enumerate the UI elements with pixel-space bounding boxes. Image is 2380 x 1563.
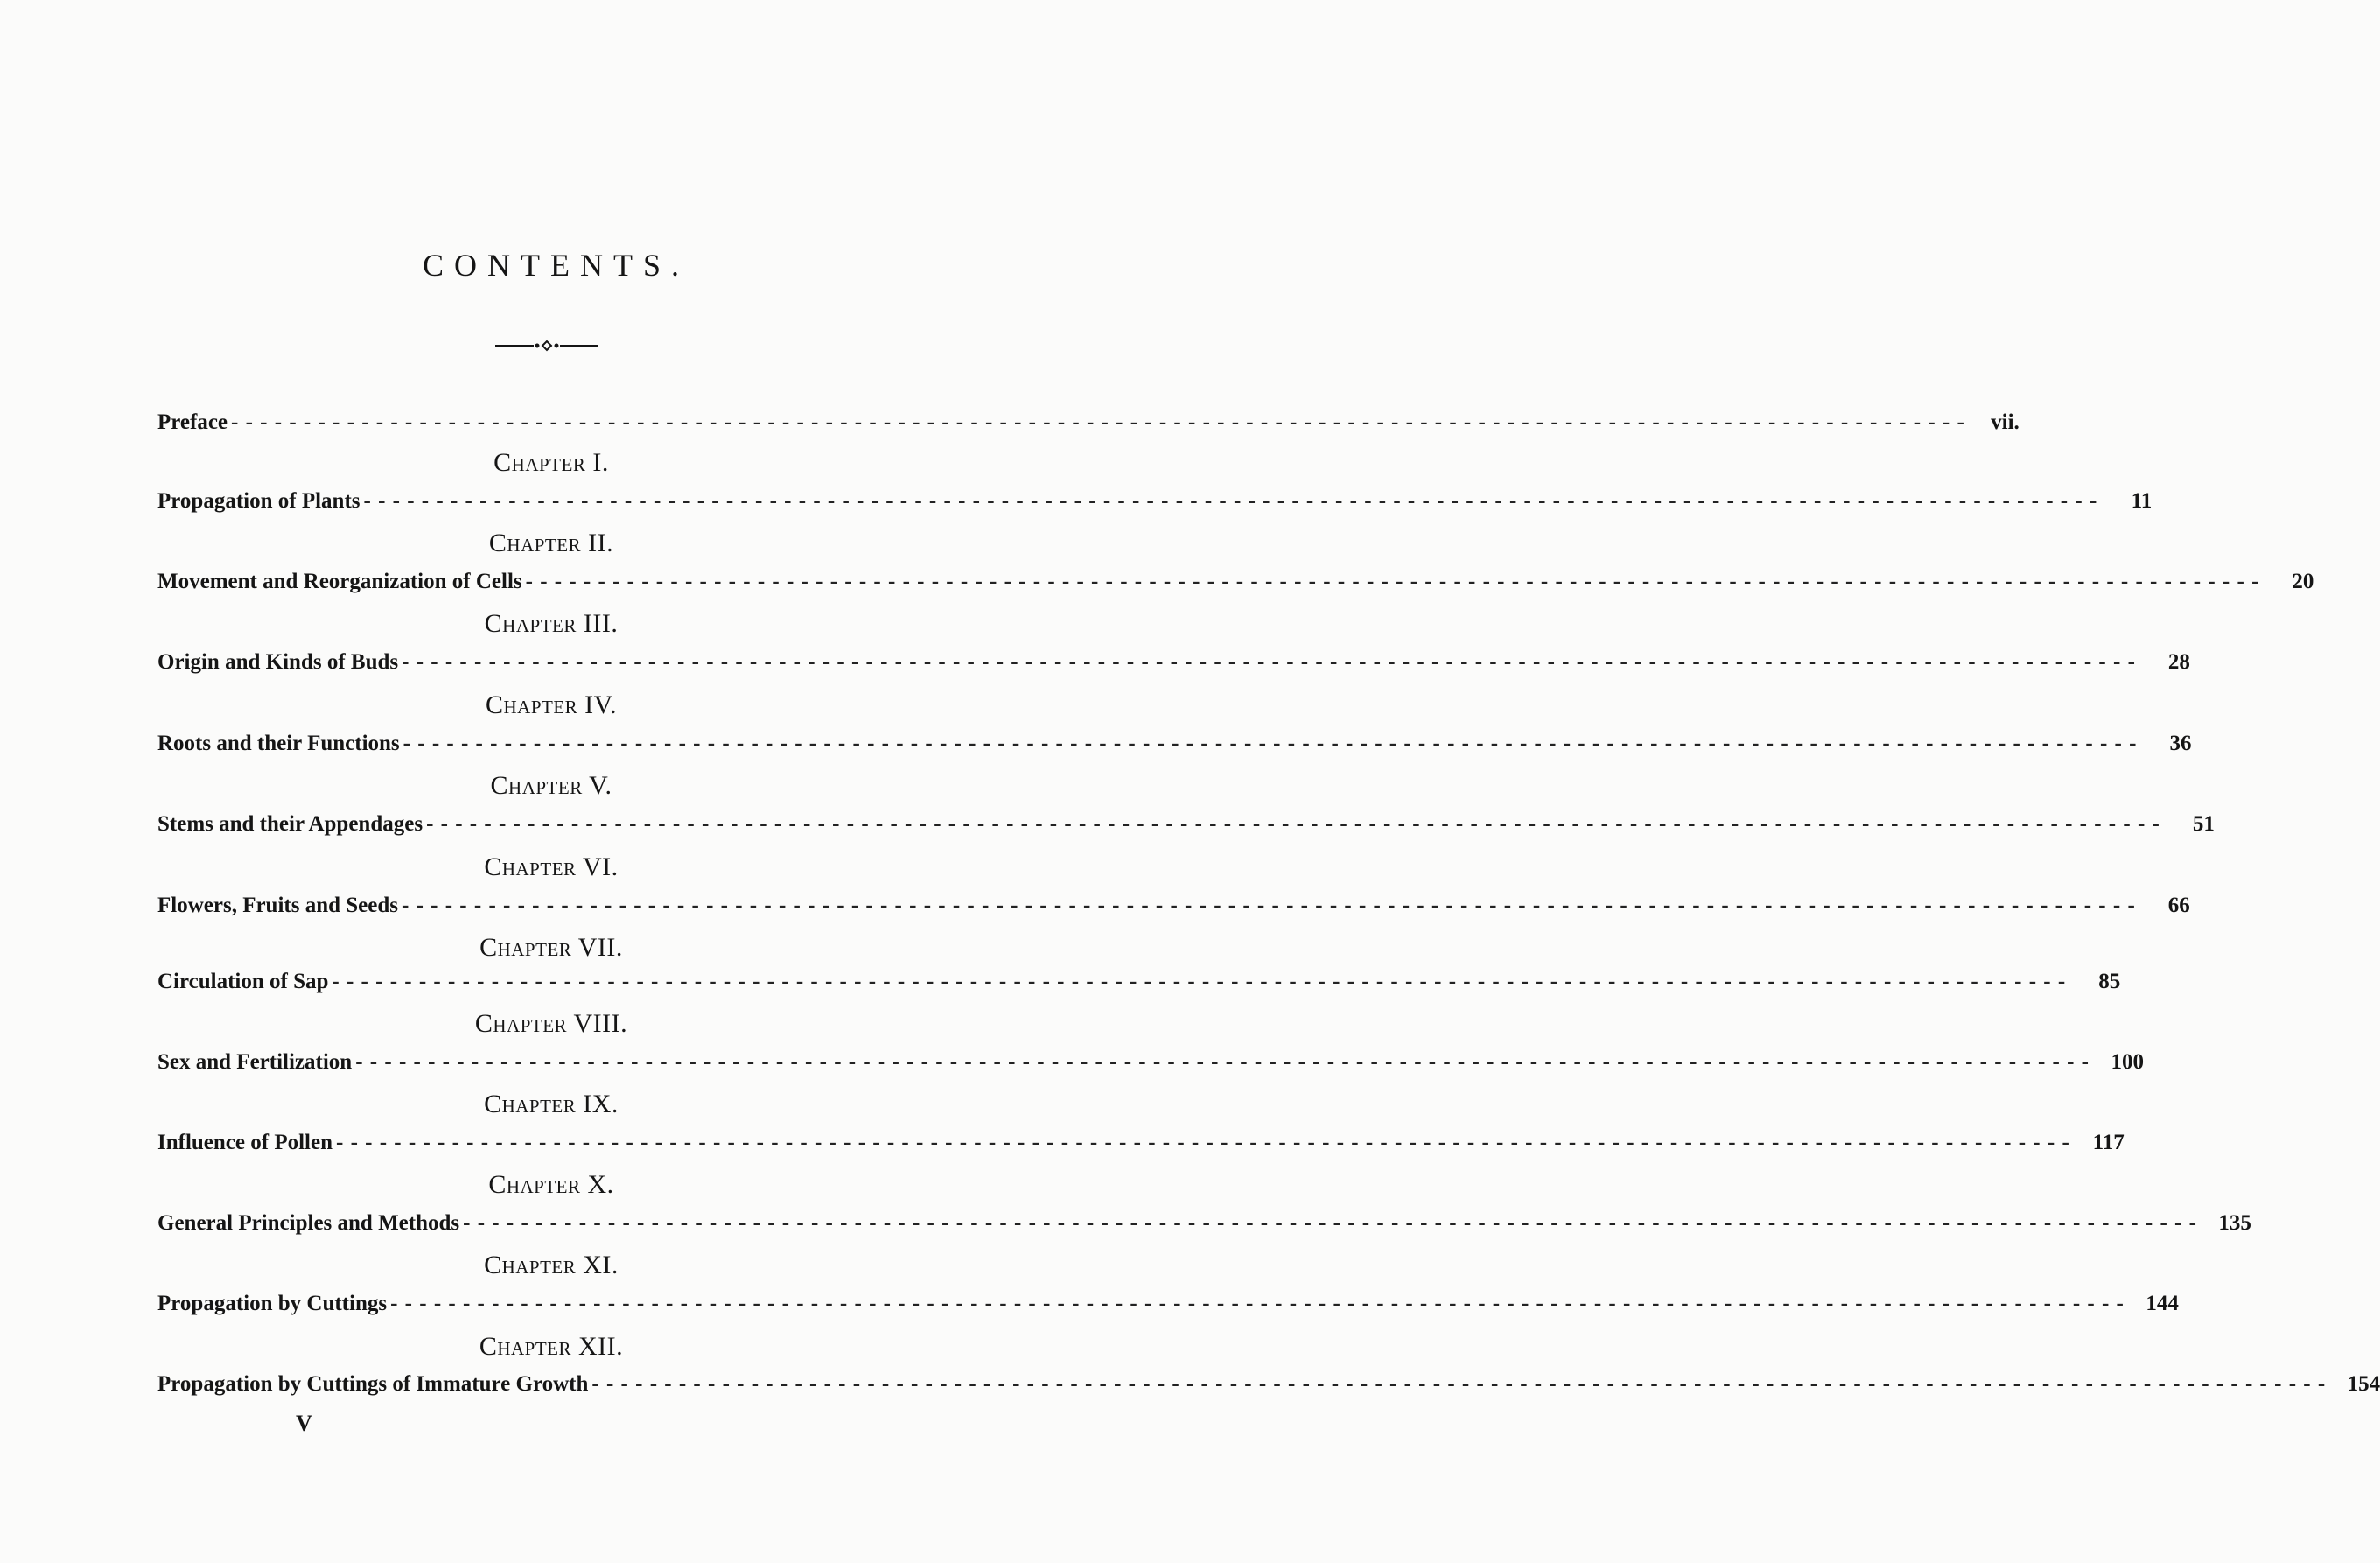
dot-leader: - - - - - - - - - - - - - - - - - - - - - - - - - - - - - - - - - - - - - - - - - - - - - - - - - - - - - - - - - - - - - - - - - - - - - - - - - - - - - - - - - - - - - - - - - - - - - - - - - - - - - - - - - - - - - - - - - - - - - - - - bbox=[390, 1292, 2124, 1315]
chapter-heading: Chapter X. bbox=[488, 1170, 614, 1199]
toc-entry-title: Stems and their Appendages bbox=[158, 812, 424, 836]
toc-entry bbox=[158, 1287, 2179, 1317]
toc-page-number: 117 bbox=[2092, 1131, 2124, 1154]
dot-leader: - - - - - - - - - - - - - - - - - - - - - - - - - - - - - - - - - - - - - - - - - - - - - - - - - - - - - - - - - - - - - - - - - - - - - - - - - - - - - - - - - - - - - - - - - - - - - - - - - - - - - - - - - - - - - - - - - - - - - - - - bbox=[426, 812, 2160, 836]
toc-page-number: 66 bbox=[2167, 894, 2190, 917]
toc-entry bbox=[158, 1126, 2124, 1156]
toc-entry-title: Roots and their Functions bbox=[158, 732, 400, 755]
chapter-heading: Chapter VIII. bbox=[474, 1009, 628, 1038]
toc-page-number: 36 bbox=[2169, 732, 2192, 755]
toc-page-number: 154 bbox=[2347, 1372, 2380, 1396]
toc-entry bbox=[158, 1046, 2144, 1076]
chapter-heading: Chapter V. bbox=[490, 771, 612, 800]
toc-page-number: 144 bbox=[2146, 1292, 2179, 1315]
toc-entry bbox=[158, 889, 2190, 919]
dot-leader: - - - - - - - - - - - - - - - - - - - - - - - - - - - - - - - - - - - - - - - - - - - - - - - - - - - - - - - - - - - - - - - - - - - - - - - - - - - - - - - - - - - - - - - - - - - - - - - - - - - - - - - - - - - - - - - - - - - - - - - - bbox=[402, 732, 2138, 755]
toc-entry bbox=[158, 965, 2121, 995]
toc-entry bbox=[158, 1207, 2251, 1237]
chapter-heading: Chapter IV. bbox=[486, 690, 617, 719]
toc-page-number: vii. bbox=[1991, 410, 2020, 434]
chapter-heading: Chapter II. bbox=[488, 529, 614, 557]
toc-entry-title: Sex and Fertilization bbox=[158, 1050, 353, 1074]
toc-page-number: 85 bbox=[2098, 970, 2121, 993]
toc-entry bbox=[158, 808, 2215, 838]
dot-leader: - - - - - - - - - - - - - - - - - - - - - - - - - - - - - - - - - - - - - - - - - - - - - - - - - - - - - - - - - - - - - - - - - - - - - - - - - - - - - - - - - - - - - - - - - - - - - - - - - - - - - - - - - - - - - - - - - - - - - - - - bbox=[363, 489, 2098, 513]
page-title: CONTENTS. bbox=[423, 248, 690, 283]
toc-entry bbox=[158, 1368, 2380, 1398]
dot-leader: - - - - - - - - - - - - - - - - - - - - - - - - - - - - - - - - - - - - - - - - - - - - - - - - - - - - - - - - - - - - - - - - - - - - - - - - - - - - - - - - - - - - - - - - - - - - - - - - - - - - - - - - - - - - - - - - - - - - - - - - bbox=[332, 970, 2067, 993]
chapter-heading: Chapter XII. bbox=[479, 1332, 624, 1361]
chapter-heading: Chapter I. bbox=[494, 448, 609, 477]
toc-entry bbox=[158, 485, 2152, 515]
toc-page-number: 20 bbox=[2292, 570, 2314, 593]
dot-leader: - - - - - - - - - - - - - - - - - - - - - - - - - - - - - - - - - - - - - - - - - - - - - - - - - - - - - - - - - - - - - - - - - - - - - - - - - - - - - - - - - - - - - - - - - - - - - - - - - - - - - - - - - - - - - - - - - - - - - - - - bbox=[402, 650, 2136, 674]
chapter-heading: Chapter IX. bbox=[484, 1090, 619, 1118]
toc-page-number: 11 bbox=[2131, 489, 2152, 513]
toc-entry-title: Movement and Reorganization of Cells bbox=[158, 570, 522, 593]
toc-page-number: 51 bbox=[2192, 812, 2215, 836]
toc-entry bbox=[158, 646, 2190, 676]
toc-entry-title: Circulation of Sap bbox=[158, 970, 329, 993]
chapter-heading: Chapter III. bbox=[484, 609, 619, 638]
toc-entry-title: Preface bbox=[158, 410, 228, 434]
toc-entry bbox=[158, 565, 2314, 595]
chapter-heading: Chapter VII. bbox=[480, 933, 623, 962]
toc-entry-title: Influence of Pollen bbox=[158, 1131, 332, 1154]
dot-leader: - - - - - - - - - - - - - - - - - - - - - - - - - - - - - - - - - - - - - - - - - - - - - - - - - - - - - - - - - - - - - - - - - - - - - - - - - - - - - - - - - - - - - - - - - - - - - - - - - - - - - - - - - - - - - - - - - - - - - - - - bbox=[336, 1131, 2070, 1154]
toc-entry-title: Propagation by Cuttings of Immature Growth bbox=[158, 1372, 589, 1396]
dot-leader: - - - - - - - - - - - - - - - - - - - - - - - - - - - - - - - - - - - - - - - - - - - - - - - - - - - - - - - - - - - - - - - - - - - - - - - - - - - - - - - - - - - - - - - - - - - - - - - - - - - - - - - - - - - - - - - - - - - - - - - - bbox=[525, 570, 2260, 593]
toc-entry-title: Propagation of Plants bbox=[158, 489, 360, 513]
chapter-heading: Chapter XI. bbox=[484, 1251, 619, 1279]
dot-leader: - - - - - - - - - - - - - - - - - - - - - - - - - - - - - - - - - - - - - - - - - - - - - - - - - - - - - - - - - - - - - - - - - - - - - - - - - - - - - - - - - - - - - - - - - - - - - - - - - - - - - - - - - - - - - - - - - - - - - - - - bbox=[463, 1211, 2197, 1235]
dot-leader: - - - - - - - - - - - - - - - - - - - - - - - - - - - - - - - - - - - - - - - - - - - - - - - - - - - - - - - - - - - - - - - - - - - - - - - - - - - - - - - - - - - - - - - - - - - - - - - - - - - - - - - - - - - - - - - - - - - - - - - - bbox=[231, 410, 1965, 434]
page-folio: V bbox=[296, 1411, 312, 1436]
chapter-heading: Chapter VI. bbox=[484, 852, 619, 881]
toc-entry-title: Origin and Kinds of Buds bbox=[158, 650, 399, 674]
toc-entry-title: General Principles and Methods bbox=[158, 1211, 460, 1235]
toc-entry-preface bbox=[158, 406, 2020, 436]
toc-entry-title: Flowers, Fruits and Seeds bbox=[158, 894, 398, 917]
toc-page-number: 100 bbox=[2110, 1050, 2144, 1074]
dot-leader: - - - - - - - - - - - - - - - - - - - - - - - - - - - - - - - - - - - - - - - - - - - - - - - - - - - - - - - - - - - - - - - - - - - - - - - - - - - - - - - - - - - - - - - - - - - - - - - - - - - - - - - - - - - - - - - - - - - - - - - - bbox=[592, 1372, 2327, 1396]
toc-entry bbox=[158, 727, 2192, 757]
toc-page-number: 135 bbox=[2218, 1211, 2251, 1235]
toc-entry-title: Propagation by Cuttings bbox=[158, 1292, 388, 1315]
dot-leader: - - - - - - - - - - - - - - - - - - - - - - - - - - - - - - - - - - - - - - - - - - - - - - - - - - - - - - - - - - - - - - - - - - - - - - - - - - - - - - - - - - - - - - - - - - - - - - - - - - - - - - - - - - - - - - - - - - - - - - - - bbox=[355, 1050, 2090, 1074]
toc-page-number: 28 bbox=[2167, 650, 2190, 674]
dot-leader: - - - - - - - - - - - - - - - - - - - - - - - - - - - - - - - - - - - - - - - - - - - - - - - - - - - - - - - - - - - - - - - - - - - - - - - - - - - - - - - - - - - - - - - - - - - - - - - - - - - - - - - - - - - - - - - - - - - - - - - - bbox=[402, 894, 2136, 917]
ornament-divider-icon bbox=[494, 338, 600, 354]
